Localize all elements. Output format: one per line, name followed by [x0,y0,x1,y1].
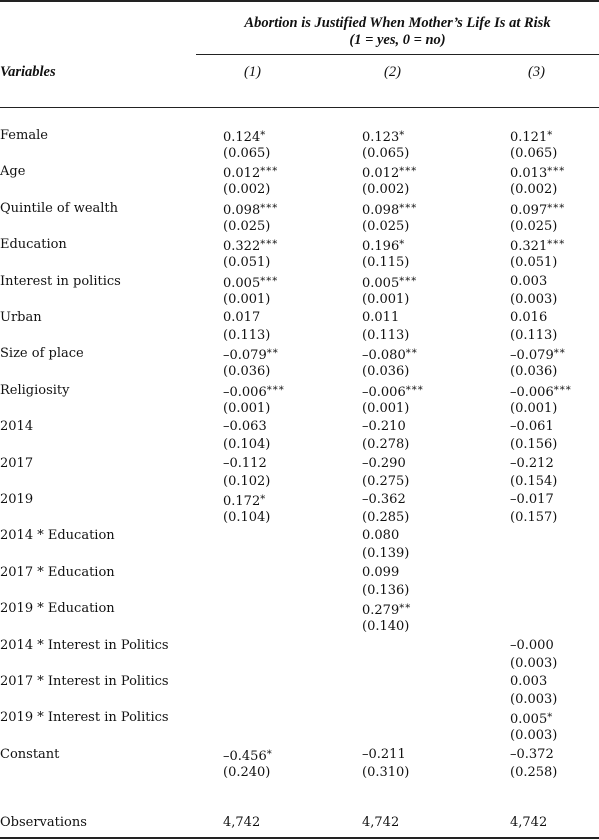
observations-value: 4,742 [223,815,261,830]
coefficient-value: –0.362 [362,492,406,507]
standard-error: (0.036) [510,364,558,380]
coefficient-cell [510,456,554,472]
coefficient-value: 0.012 [223,166,261,182]
coefficient-cell [223,346,279,364]
coefficient-cell [223,492,266,510]
standard-error: (0.115) [362,255,410,271]
coefficient-cell [223,310,260,326]
observations-label: Observations [0,815,87,830]
coefficient-value: 0.005 [223,275,261,291]
coefficient-cell [362,128,405,146]
standard-error: (0.025) [362,218,410,234]
coefficient-cell [510,747,554,763]
variable-label: Size of place [0,346,84,362]
coefficient-cell [362,456,406,472]
coefficient-cell [223,201,278,219]
coefficient-value: 0.016 [510,310,548,325]
coefficient-value: 0.279 [362,603,400,619]
coefficient-cell [223,747,273,765]
significance-stars: *** [547,166,566,178]
coefficient-value: –0.079 [223,348,267,364]
coefficient-cell [362,274,417,292]
coefficient-cell [223,164,278,182]
variable-label: 2019 * Interest in Politics [0,710,169,726]
variable-label: 2019 [0,492,34,507]
top-rule [0,0,599,2]
coefficient-cell [223,383,285,401]
coefficient-value: 0.098 [362,202,400,218]
coefficient-cell [510,492,554,508]
coefficient-value: –0.006 [510,384,554,400]
coefficient-cell [510,638,554,654]
significance-stars: * [399,130,406,141]
coefficient-value: 0.013 [510,166,548,182]
significance-stars: *** [399,275,418,287]
coefficient-cell [510,710,553,728]
coefficient-cell [510,201,565,219]
coefficient-cell [510,164,565,182]
significance-stars: *** [399,202,418,214]
standard-error: (0.001) [510,400,558,416]
coefficient-cell [362,383,424,401]
coefficient-cell [223,456,267,472]
variable-label: 2014 * Education [0,528,115,544]
coefficient-value: –0.456 [223,748,267,764]
significance-stars: *** [553,384,572,396]
standard-error: (0.003) [510,655,558,671]
significance-stars: *** [547,239,566,251]
standard-error: (0.002) [223,182,271,198]
standard-error: (0.310) [362,764,410,780]
coefficient-cell [362,201,417,219]
significance-stars: *** [399,166,418,178]
coefficient-value: 0.017 [223,310,261,325]
column-header-1: (1) [244,64,261,80]
standard-error: (0.240) [223,764,271,780]
variable-label: 2017 * Interest in Politics [0,674,169,689]
significance-stars: *** [260,166,279,178]
standard-error: (0.051) [223,255,271,271]
standard-error: (0.001) [362,400,410,416]
standard-error: (0.001) [223,291,271,307]
coefficient-cell [510,237,565,255]
standard-error: (0.036) [362,364,410,380]
standard-error: (0.275) [362,473,410,489]
significance-stars: * [260,130,267,141]
standard-error: (0.051) [510,255,558,271]
coefficient-value: –0.079 [510,348,554,364]
coefficient-cell [362,601,411,619]
coefficient-cell [362,565,399,581]
coefficient-cell [510,128,553,146]
observations-value: 4,742 [362,815,400,830]
standard-error: (0.104) [223,437,271,453]
coefficient-value: 0.005 [510,712,548,728]
coefficient-value: 0.172 [223,494,261,509]
significance-stars: ** [399,603,412,615]
standard-error: (0.113) [362,328,410,343]
coefficient-value: –0.211 [362,746,406,762]
coefficient-value: 0.080 [362,528,400,544]
coefficient-value: –0.063 [223,419,267,435]
coefficient-value: –0.290 [362,455,406,471]
variable-label: 2014 * Interest in Politics [0,637,169,653]
coefficient-value: 0.097 [510,202,548,218]
significance-stars: ** [405,348,418,360]
standard-error: (0.001) [223,400,271,416]
coefficient-value: 0.005 [362,275,400,291]
standard-error: (0.102) [223,473,271,489]
coefficient-cell [510,419,554,435]
significance-stars: *** [260,239,279,251]
coefficient-value: –0.112 [223,455,267,471]
coefficient-cell [510,383,572,401]
coefficient-value: –0.006 [223,384,267,400]
coefficient-value: –0.006 [362,384,406,400]
significance-stars: *** [405,384,424,396]
coefficient-cell [223,128,266,146]
standard-error: (0.140) [362,619,410,635]
standard-error: (0.003) [510,291,558,307]
coefficient-value: 0.003 [510,674,548,689]
significance-stars: * [260,494,267,505]
significance-stars: ** [553,348,566,360]
standard-error: (0.154) [510,473,558,489]
standard-error: (0.025) [510,218,558,234]
coefficient-cell [510,274,547,290]
observations-value: 4,742 [510,815,548,830]
coefficient-value: –0.061 [510,419,554,435]
standard-error: (0.065) [223,146,271,161]
standard-error: (0.113) [510,328,558,343]
coefficient-cell [223,419,267,435]
coefficient-value: 0.012 [362,166,400,182]
standard-error: (0.065) [362,146,410,161]
variable-label: Urban [0,310,42,325]
significance-stars: *** [260,275,279,287]
table-title: Abortion is Justified When Mother’s Life Is at Risk [244,15,551,31]
coefficient-cell [362,528,399,544]
coefficient-cell [362,164,417,182]
variable-label: Constant [0,746,60,762]
coefficient-cell [362,237,405,255]
standard-error: (0.139) [362,546,410,562]
variable-label: 2014 [0,419,34,435]
standard-error: (0.036) [223,364,271,380]
coefficient-value: –0.000 [510,637,554,653]
variable-label: Quintile of wealth [0,200,119,216]
significance-stars: * [547,712,554,724]
coefficient-cell [223,237,278,255]
standard-error: (0.065) [510,146,558,161]
column-header-3: (3) [528,64,545,80]
standard-error: (0.001) [362,291,410,307]
coefficient-cell [362,310,399,326]
coefficient-value: –0.210 [362,419,406,435]
significance-stars: * [266,748,273,760]
header-underline [196,54,599,55]
variable-label: 2017 [0,455,34,471]
standard-error: (0.113) [223,328,271,343]
significance-stars: * [399,239,406,251]
variable-label: 2017 * Education [0,564,115,580]
coefficient-cell [510,674,547,690]
significance-stars: ** [266,348,279,360]
standard-error: (0.003) [510,692,558,707]
standard-error: (0.278) [362,437,410,453]
coefficient-value: –0.080 [362,348,406,364]
coefficient-value: 0.321 [510,239,548,255]
variable-label: Religiosity [0,382,70,398]
coefficient-value: 0.098 [223,202,261,218]
standard-error: (0.285) [362,510,410,525]
column-header-2: (2) [384,64,401,80]
coefficient-value: 0.003 [510,273,548,289]
standard-error: (0.002) [362,182,410,198]
header-rule [0,107,599,108]
standard-error: (0.258) [510,764,558,780]
coefficient-value: –0.372 [510,746,554,762]
coefficient-value: 0.121 [510,130,548,145]
coefficient-value: 0.099 [362,564,400,580]
coefficient-cell [362,492,406,508]
variable-label: Interest in politics [0,273,121,289]
coefficient-value: 0.196 [362,239,400,255]
coefficient-cell [510,310,547,326]
coefficient-value: 0.322 [223,239,261,255]
standard-error: (0.002) [510,182,558,198]
coefficient-value: –0.212 [510,455,554,471]
coefficient-cell [223,274,278,292]
coefficient-value: 0.011 [362,310,400,325]
significance-stars: *** [260,202,279,214]
variables-header: Variables [0,64,56,80]
bottom-rule [0,837,599,839]
standard-error: (0.156) [510,437,558,453]
variable-label: Female [0,128,48,143]
significance-stars: * [547,130,554,141]
table-subtitle: (1 = yes, 0 = no) [349,32,446,48]
variable-label: 2019 * Education [0,601,115,617]
standard-error: (0.025) [223,218,271,234]
significance-stars: *** [547,202,566,214]
coefficient-value: –0.017 [510,492,554,507]
significance-stars: *** [266,384,285,396]
standard-error: (0.104) [223,510,271,525]
standard-error: (0.003) [510,728,558,744]
coefficient-cell [362,346,418,364]
coefficient-cell [510,346,566,364]
standard-error: (0.136) [362,582,410,598]
coefficient-cell [362,747,406,763]
coefficient-value: 0.124 [223,130,261,145]
standard-error: (0.157) [510,510,558,525]
coefficient-cell [362,419,406,435]
variable-label: Age [0,164,26,180]
coefficient-value: 0.123 [362,130,400,145]
variable-label: Education [0,237,67,253]
